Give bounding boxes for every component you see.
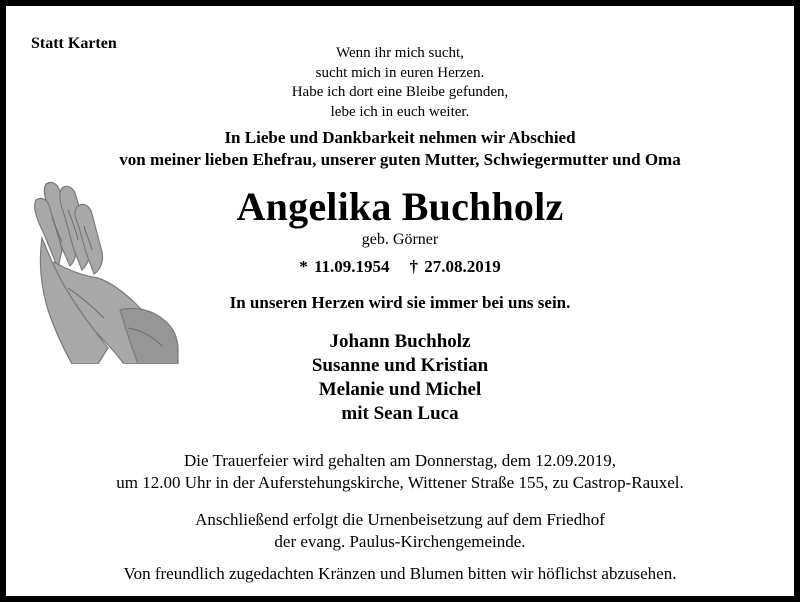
- intro-line: In Liebe und Dankbarkeit nehmen wir Abschied: [224, 128, 576, 147]
- burial-line: Anschließend erfolgt die Urnenbeisetzung auf dem Friedhof: [195, 510, 605, 529]
- burial-info: [6, 509, 794, 552]
- poem-line: lebe ich in euch weiter.: [330, 103, 470, 120]
- birth-date: * 11.09.1954: [299, 257, 390, 276]
- burial-line: der evang. Paulus-Kirchengemeinde.: [274, 531, 526, 551]
- poem-line: sucht mich in euren Herzen.: [315, 64, 485, 81]
- born-name: geb. Görner: [361, 231, 439, 248]
- service-line: Die Trauerfeier wird gehalten am Donnerstag, dem 12.09.2019,: [184, 451, 616, 470]
- family-member: Johann Buchholz: [329, 331, 471, 352]
- death-date: † 27.08.2019: [409, 257, 501, 276]
- life-dates: [6, 256, 794, 278]
- poem: [6, 44, 794, 122]
- farewell-intro: [6, 127, 794, 171]
- intro-line: von meiner lieben Ehefrau, unserer guten Mutter, Schwiegermutter und Oma: [119, 150, 681, 169]
- deceased-name: Angelika Buchholz: [236, 184, 564, 229]
- family-member: Melanie und Michel: [318, 379, 482, 400]
- family-list: [6, 330, 794, 426]
- poem-line: Habe ich dort eine Bleibe gefunden,: [291, 84, 509, 100]
- family-member: mit Sean Luca: [341, 403, 459, 424]
- poem-line: Wenn ihr mich sucht,: [336, 45, 464, 61]
- statt-karten-label: Statt Karten: [31, 35, 117, 52]
- motto: In unseren Herzen wird sie immer bei uns sein.: [229, 293, 571, 312]
- service-line: um 12.00 Uhr in der Auferstehungskirche, Wittener Straße 155, zu Castrop-Rauxel.: [116, 472, 684, 492]
- closing-note: Von freundlich zugedachten Kränzen und Blumen bitten wir höflichst abzusehen.: [123, 564, 677, 583]
- family-member: Susanne und Kristian: [311, 355, 489, 376]
- service-info: [6, 450, 794, 493]
